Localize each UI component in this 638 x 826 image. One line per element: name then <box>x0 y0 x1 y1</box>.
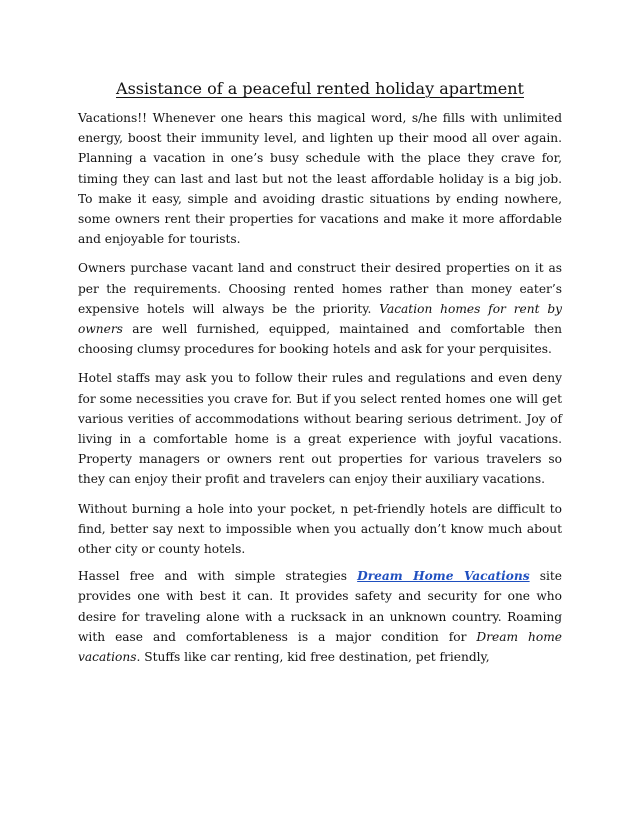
paragraph-2 <box>78 258 562 359</box>
paragraph-5-text-start: Hassel free and with simple strategies <box>78 569 358 584</box>
paragraph-3: Hotel staffs may ask you to follow their rules and regulations and even deny for some necessities you crave for. But if you select rented homes one will get various verities of accommodations without bearing serious detriment. Joy of living in a comfortable home is a great experience with joyful vacations. Property managers or owners rent out properties for various travelers so they can enjoy their profit and travelers can enjoy their auxiliary vacations. <box>78 371 562 487</box>
document-page <box>78 78 562 676</box>
paragraph-1: Vacations!! Whenever one hears this magical word, s/he fills with unlimited energy, boost their immunity level, and lighten up their mood all over again. Planning a vacation in one’s busy schedule with the place they crave for, timing they can last and last but not the least affordable holiday is a big job. To make it easy, simple and avoiding drastic situations by ending nowhere, some owners rent their properties for vacations and make it more affordable and enjoyable for tourists. <box>78 111 562 247</box>
paragraph-5-text-end: . Stuffs like car renting, kid free destination, pet friendly, <box>136 650 490 665</box>
paragraph-5-text-middle: site provides one with best it can. It provides safety and security for one who desire for traveling alone with a rucksack in an unknown country. Roaming with ease and comfortableness is a major condition for <box>78 569 563 644</box>
paragraph-2-text-start: Owners purchase vacant land and construct their desired properties on it as per the requirements. Choosing rented homes rather than money eater’s expensive hotels will always be the priority. <box>78 261 562 316</box>
paragraph-5-italic-phrase: Dream home vacations <box>78 629 562 665</box>
paragraph-2-text-end: are well furnished, equipped, maintained and comfortable then choosing clumsy procedures for booking hotels and ask for your perquisites. <box>78 322 562 357</box>
paragraph-4: Without burning a hole into your pocket, n pet-friendly hotels are difficult to find, better say next to impossible when you actually don’t know much about other city or county hotels. <box>78 501 562 557</box>
dream-home-vacations-link[interactable]: Dream Home Vacations <box>357 569 530 584</box>
paragraph-5 <box>78 566 562 667</box>
document-title: Assistance of a peaceful rented holiday apartment <box>116 79 524 98</box>
paragraph-2-italic-phrase: Vacation homes for rent by owners <box>78 301 563 337</box>
